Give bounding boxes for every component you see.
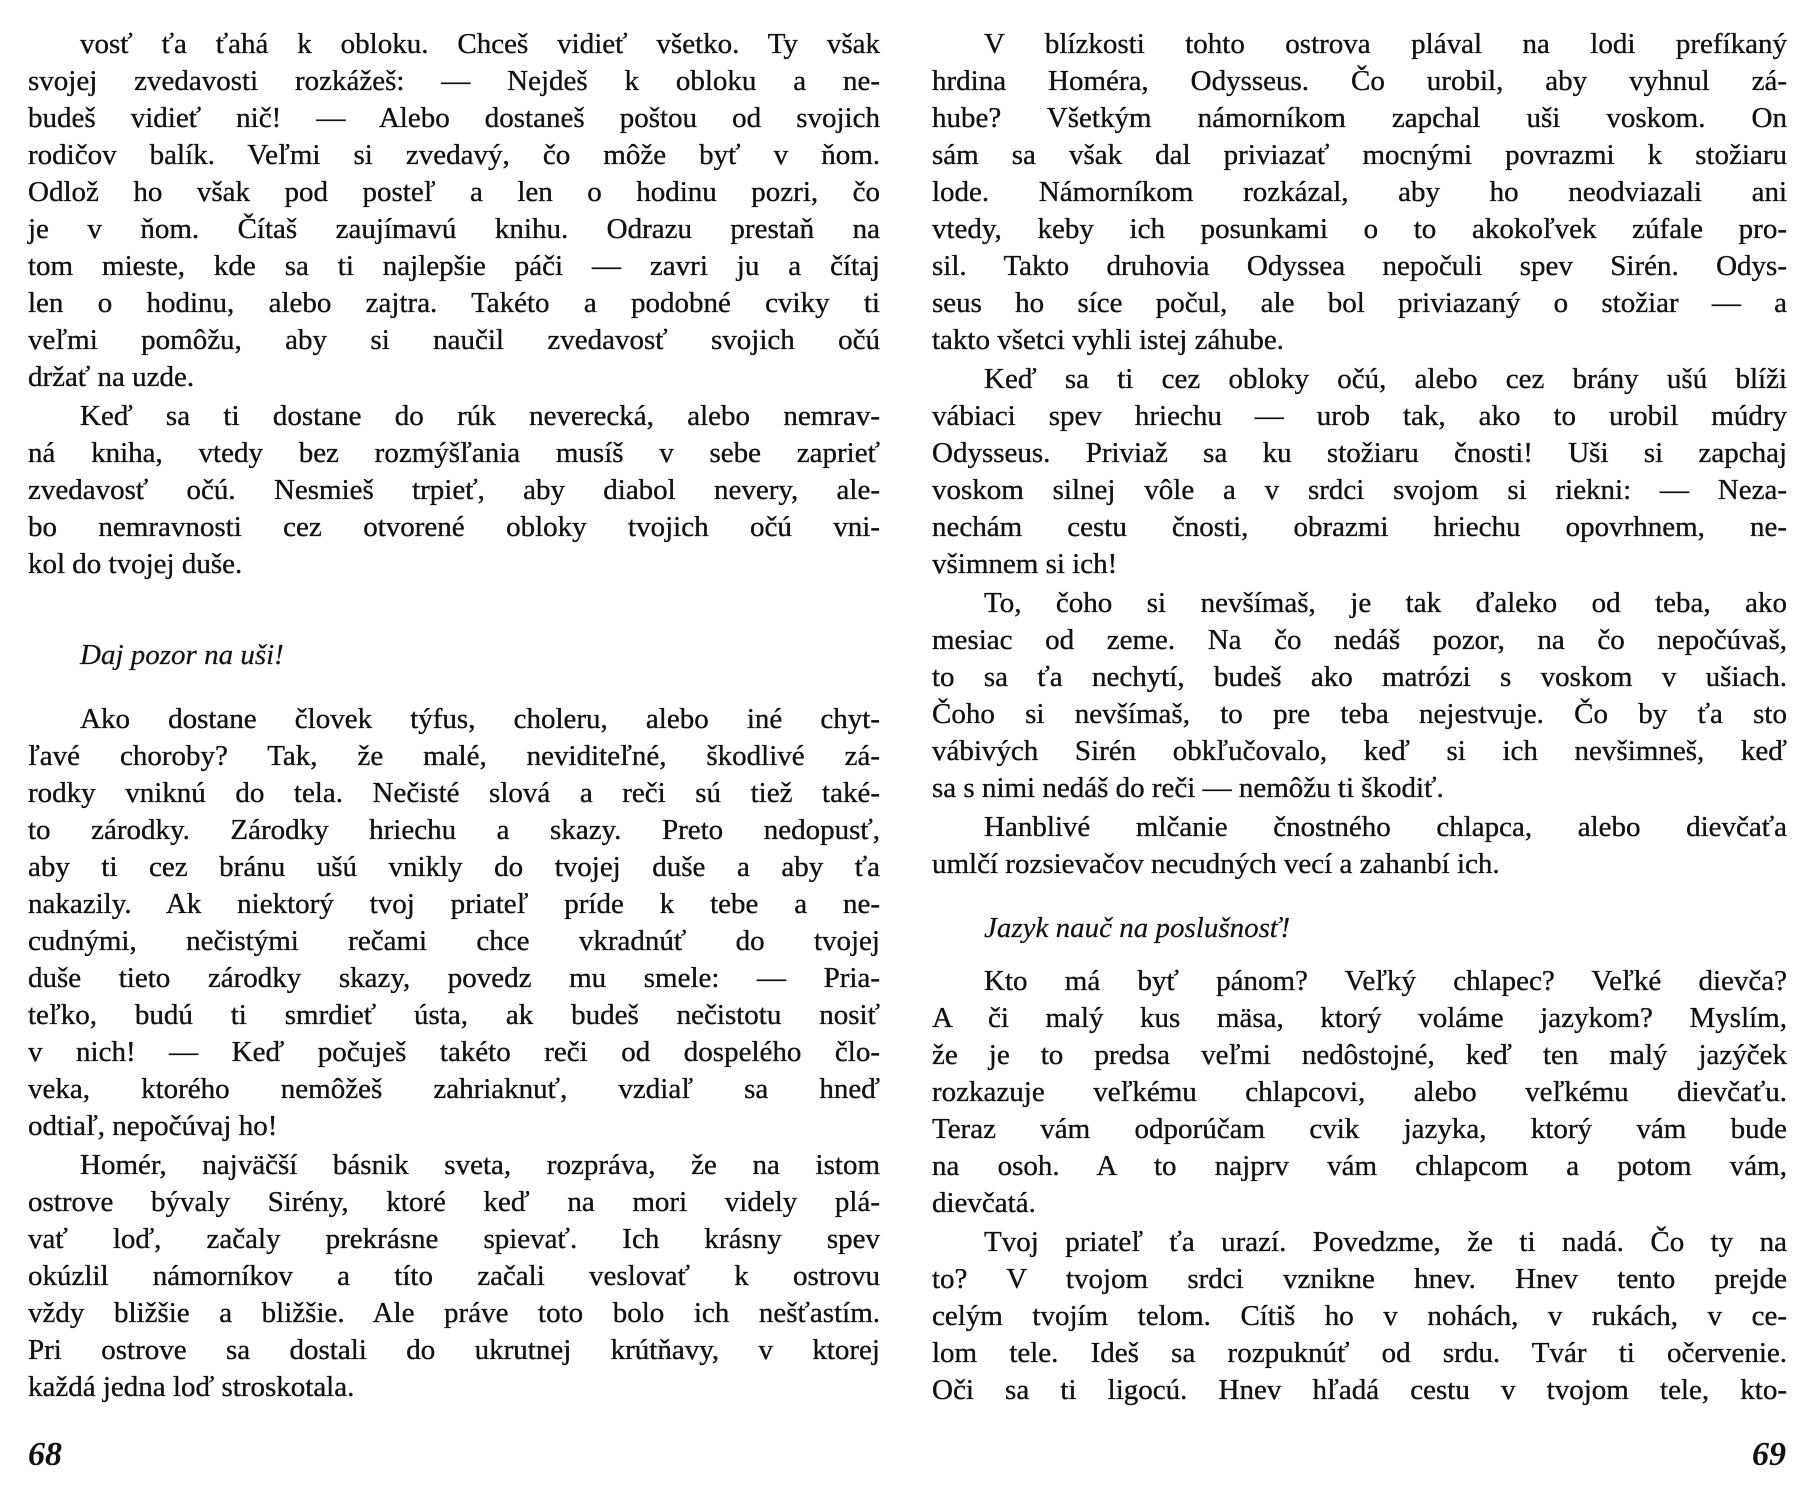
text-line: seus ho síce počul, ale bol priviazaný o stožiar — a <box>932 287 1787 319</box>
paragraph <box>28 398 880 583</box>
text-line: sám sa však dal priviazať mocnými povrazmi k stožiaru <box>932 139 1787 171</box>
text-line: sil. Takto druhovia Odyssea nepočuli spev Sirén. Odys- <box>932 250 1787 282</box>
text-line: Oči sa ti ligocú. Hnev hľadá cestu v tvojom tele, kto- <box>932 1374 1787 1406</box>
text-line: každá jedna loď stroskotala. <box>28 1371 355 1403</box>
text-line: ná kniha, vtedy bez rozmýšľania musíš v sebe zaprieť <box>28 437 880 469</box>
text-line: budeš vidieť nič! — Alebo dostaneš poštou od svojich <box>28 102 880 134</box>
text-block <box>932 961 1787 1409</box>
text-line: zvedavosť očú. Nesmieš trpieť, aby diabol nevery, ale- <box>28 474 880 506</box>
paragraph <box>932 1224 1787 1409</box>
text-line: vať loď, začaly prekrásne spievať. Ich krásny spev <box>28 1223 880 1255</box>
text-line: nakazily. Ak niektorý tvoj priateľ príde k tebe a ne- <box>28 888 880 920</box>
paragraph <box>28 1147 880 1406</box>
text-line: držať na uzde. <box>28 361 195 393</box>
paragraph <box>932 963 1787 1222</box>
right-page <box>902 0 1804 1500</box>
paragraph <box>932 361 1787 583</box>
text-line: voskom silnej vôle a v srdci svojom si riekni: — Neza- <box>932 474 1787 506</box>
text-line: lode. Námorníkom rozkázal, aby ho neodviazali ani <box>932 176 1787 208</box>
text-line: svojej zvedavosti rozkážeš: — Nejdeš k obloku a ne- <box>28 65 880 97</box>
text-line: kol do tvojej duše. <box>28 548 243 580</box>
section-heading: Jazyk nauč na poslušnosť! <box>984 912 1291 944</box>
text-line: je v ňom. Čítaš zaujímavú knihu. Odrazu prestaň na <box>28 213 880 245</box>
text-block <box>28 24 880 583</box>
text-line: veľmi pomôžu, aby si naučil zvedavosť svojich očú <box>28 324 880 356</box>
text-line: To, čoho si nevšímaš, je tak ďaleko od teba, ako <box>984 587 1787 619</box>
text-block <box>28 699 880 1406</box>
text-line: len o hodinu, alebo zajtra. Takéto a podobné cviky ti <box>28 287 880 319</box>
text-line: Odlož ho však pod posteľ a len o hodinu pozri, čo <box>28 176 880 208</box>
text-line: Tvoj priateľ ťa urazí. Povedzme, že ti nadá. Čo ty na <box>984 1226 1787 1258</box>
section-heading: Daj pozor na uši! <box>80 639 284 671</box>
text-line: mesiac od zeme. Na čo nedáš pozor, na čo nepočúvaš, <box>932 624 1787 656</box>
text-line: cudnými, nečistými rečami chce vkradnúť do tvojej <box>28 925 880 957</box>
page-number: 68 <box>28 1436 62 1473</box>
text-line: veka, ktorého nemôžeš zahriaknuť, vzdiaľ sa hneď <box>28 1073 880 1105</box>
paragraph <box>932 585 1787 807</box>
text-line: A či malý kus mäsa, ktorý voláme jazykom? Myslím, <box>932 1002 1787 1034</box>
text-line: V blízkosti tohto ostrova plával na lodi prefíkaný <box>984 28 1787 60</box>
text-line: Čoho si nevšímaš, to pre teba nejestvuje. Čo by ťa sto <box>932 698 1787 730</box>
text-line: Homér, najväčší básnik sveta, rozpráva, že na istom <box>80 1149 880 1181</box>
text-line: hrdina Homéra, Odysseus. Čo urobil, aby vyhnul zá- <box>932 65 1787 97</box>
text-line: Odysseus. Priviaž sa ku stožiaru čnosti! Uši si zapchaj <box>932 437 1787 469</box>
text-line: okúzlil námorníkov a títo začali veslovať k ostrovu <box>28 1260 880 1292</box>
text-line: hube? Všetkým námorníkom zapchal uši voskom. On <box>932 102 1787 134</box>
text-line: na osoh. A to najprv vám chlapcom a potom vám, <box>932 1150 1787 1182</box>
text-line: vtedy, keby ich posunkami o to akokoľvek zúfale pro- <box>932 213 1787 245</box>
text-line: to sa ťa nechytí, budeš ako matrózi s voskom v ušiach. <box>932 661 1787 693</box>
text-line: takto všetci vyhli istej záhube. <box>932 324 1284 356</box>
paragraph <box>932 809 1787 883</box>
paragraph <box>932 26 1787 359</box>
text-line: duše tieto zárodky skazy, povedz mu smele: — Pria- <box>28 962 880 994</box>
text-line: to zárodky. Zárodky hriechu a skazy. Preto nedopusť, <box>28 814 880 846</box>
text-line: umlčí rozsievačov necudných vecí a zahanbí ich. <box>932 848 1500 880</box>
text-line: tom mieste, kde sa ti najlepšie páči — zavri ju a čítaj <box>28 250 880 282</box>
text-line: dievčatá. <box>932 1187 1036 1219</box>
text-line: rodičov balík. Veľmi si zvedavý, čo môže byť v ňom. <box>28 139 880 171</box>
text-line: ľavé choroby? Tak, že malé, neviditeľné, škodlivé zá- <box>28 740 880 772</box>
text-line: Keď sa ti dostane do rúk neverecká, alebo nemrav- <box>80 400 880 432</box>
text-line: v nich! — Keď počuješ takéto reči od dospelého člo- <box>28 1036 880 1068</box>
text-line: rodky vniknú do tela. Nečisté slová a reči sú tiež také- <box>28 777 880 809</box>
text-line: vždy bližšie a bližšie. Ale práve toto bolo ich nešťastím. <box>28 1297 880 1329</box>
text-line: sa s nimi nedáš do reči — nemôžu ti škodiť. <box>932 772 1444 804</box>
text-line: vábiaci spev hriechu — urob tak, ako to urobil múdry <box>932 400 1787 432</box>
text-line: vosť ťa ťahá k obloku. Chceš vidieť všetko. Ty však <box>80 28 880 60</box>
text-line: nechám cestu čnosti, obrazmi hriechu opovrhnem, ne- <box>932 511 1787 543</box>
paragraph <box>28 26 880 396</box>
text-line: odtiaľ, nepočúvaj ho! <box>28 1110 278 1142</box>
text-line: lom tele. Ideš sa rozpuknúť od srdu. Tvár ti očervenie. <box>932 1337 1787 1369</box>
text-line: Pri ostrove sa dostali do ukrutnej krútňavy, v ktorej <box>28 1334 880 1366</box>
page-number: 69 <box>1752 1436 1786 1473</box>
text-line: že je to predsa veľmi nedôstojné, keď ten malý jazýček <box>932 1039 1787 1071</box>
text-line: Kto má byť pánom? Veľký chlapec? Veľké dievča? <box>984 965 1787 997</box>
text-line: ostrove bývaly Sirény, ktoré keď na mori videly plá- <box>28 1186 880 1218</box>
text-line: bo nemravnosti cez otvorené obloky tvojich očú vni- <box>28 511 880 543</box>
text-line: Ako dostane človek týfus, choleru, alebo iné chyt- <box>80 703 880 735</box>
text-line: Hanblivé mlčanie čnostného chlapca, alebo dievčaťa <box>984 811 1787 843</box>
text-line: Keď sa ti cez obloky očú, alebo cez brány ušú blíži <box>984 363 1787 395</box>
text-line: rozkazuje veľkému chlapcovi, alebo veľkému dievčaťu. <box>932 1076 1787 1108</box>
paragraph <box>28 701 880 1145</box>
text-line: teľko, budú ti smrdieť ústa, ak budeš nečistotu nosiť <box>28 999 880 1031</box>
text-line: to? V tvojom srdci vznikne hnev. Hnev tento prejde <box>932 1263 1787 1295</box>
text-line: všimnem si ich! <box>932 548 1118 580</box>
text-line: aby ti cez bránu ušú vnikly do tvojej duše a aby ťa <box>28 851 880 883</box>
text-line: celým tvojím telom. Cítiš ho v nohách, v rukách, v ce- <box>932 1300 1787 1332</box>
text-line: Teraz vám odporúčam cvik jazyka, ktorý vám bude <box>932 1113 1787 1145</box>
text-line: vábivých Sirén obkľučovalo, keď si ich nevšimneš, keď <box>932 735 1787 767</box>
text-block <box>932 24 1787 883</box>
